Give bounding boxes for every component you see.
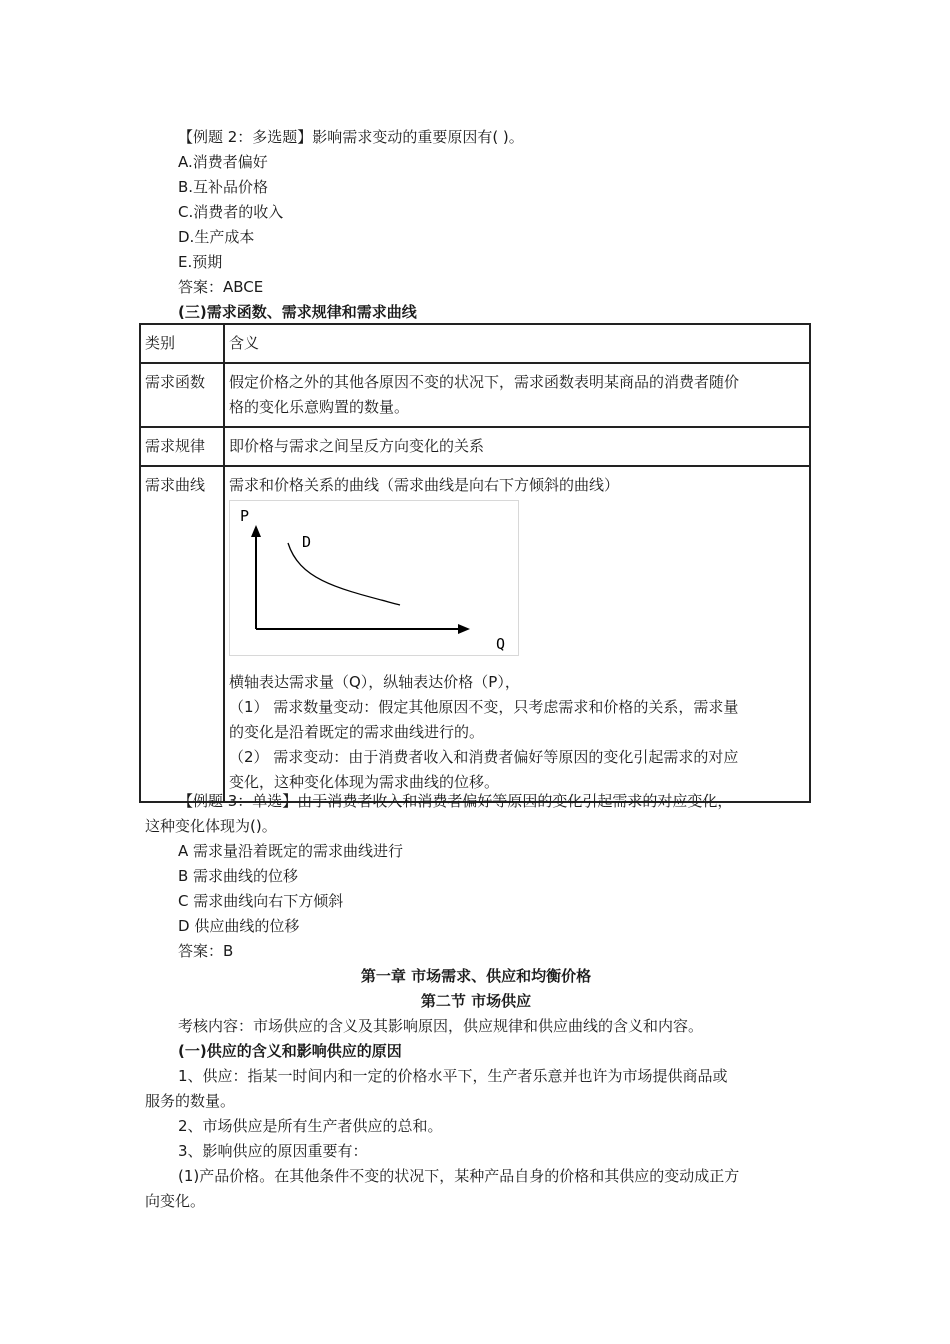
header-meaning: 含义 bbox=[229, 334, 260, 352]
example3-option-c: C 需求曲线向右下方倾斜 bbox=[178, 892, 344, 910]
example3-option-b: B 需求曲线的位移 bbox=[178, 867, 299, 885]
row-category: 需求曲线 bbox=[141, 467, 225, 801]
header-category: 类别 bbox=[141, 325, 225, 362]
demand-curve-note: 的变化是沿着既定的需求曲线进行的。 bbox=[229, 723, 485, 741]
example2-option-c: C.消费者的收入 bbox=[178, 203, 284, 221]
meaning-line: 假定价格之外的其他各原因不变的状况下，需求函数表明某商品的消费者随价 bbox=[229, 373, 740, 391]
table-header-row bbox=[141, 325, 809, 364]
row-category: 需求函数 bbox=[141, 364, 225, 426]
paragraph-1-line1: 1、供应：指某一时间内和一定的价格水平下，生产者乐意并也许为市场提供商品或 bbox=[178, 1067, 728, 1085]
demand-curve-intro: 需求和价格关系的曲线（需求曲线是向右下方倾斜的曲线） bbox=[229, 476, 620, 494]
demand-table bbox=[139, 323, 811, 803]
example2-option-e: E.预期 bbox=[178, 253, 223, 271]
example2-option-d: D.生产成本 bbox=[178, 228, 255, 246]
row-meaning bbox=[225, 364, 809, 426]
demand-curve-figure bbox=[229, 500, 519, 656]
example2-option-a: A.消费者偏好 bbox=[178, 153, 268, 171]
row-meaning: 即价格与需求之间呈反方向变化的关系 bbox=[229, 437, 485, 455]
example3-title-line2: 这种变化体现为()。 bbox=[145, 817, 277, 835]
chapter-title: 第一章 市场需求、供应和均衡价格 bbox=[360, 967, 592, 985]
demand-curve bbox=[288, 543, 400, 605]
demand-curve-note: 变化，这种变化体现为需求曲线的位移。 bbox=[229, 773, 500, 791]
y-axis-label: P bbox=[240, 507, 250, 525]
table-row bbox=[141, 364, 809, 428]
exam-content: 考核内容：市场供应的含义及其影响原因，供应规律和供应曲线的含义和内容。 bbox=[178, 1017, 704, 1035]
meaning-line: 格的变化乐意购置的数量。 bbox=[229, 398, 410, 416]
paragraph-4-line2: 向变化。 bbox=[145, 1192, 206, 1210]
x-axis-label: Q bbox=[496, 635, 506, 653]
paragraph-1-line2: 服务的数量。 bbox=[145, 1092, 236, 1110]
demand-curve-note: （1） 需求数量变动：假定其他原因不变，只考虑需求和价格的关系，需求量 bbox=[229, 698, 739, 716]
demand-curve-note: （2） 需求变动：由于消费者收入和消费者偏好等原因的变化引起需求的对应 bbox=[229, 748, 739, 766]
table-row bbox=[141, 467, 809, 801]
section-title: 第二节 市场供应 bbox=[420, 992, 532, 1010]
example3-answer: 答案：B bbox=[178, 942, 234, 960]
example2-option-b: B.互补品价格 bbox=[178, 178, 269, 196]
demand-curve-graph bbox=[230, 501, 518, 655]
row-category: 需求规律 bbox=[141, 428, 225, 465]
example3-title-line1: 【例题 3：单选】由于消费者收入和消费者偏好等原因的变化引起需求的对应变化， bbox=[178, 792, 733, 810]
example3-option-a: A 需求量沿着既定的需求曲线进行 bbox=[178, 842, 404, 860]
curve-label: D bbox=[302, 533, 312, 551]
section3-heading: (三)需求函数、需求规律和需求曲线 bbox=[178, 303, 417, 321]
example3-option-d: D 供应曲线的位移 bbox=[178, 917, 300, 935]
paragraph-3: 3、影响供应的原因重要有： bbox=[178, 1142, 368, 1160]
paragraph-2: 2、市场供应是所有生产者供应的总和。 bbox=[178, 1117, 443, 1135]
example2-title: 【例题 2：多选题】影响需求变动的重要原因有( )。 bbox=[178, 128, 524, 146]
paragraph-4-line1: (1)产品价格。在其他条件不变的状况下，某种产品自身的价格和其供应的变动成正方 bbox=[178, 1167, 740, 1185]
y-axis-arrow bbox=[251, 525, 261, 537]
example2-answer: 答案：ABCE bbox=[178, 278, 264, 296]
demand-curve-note: 横轴表达需求量（Q），纵轴表达价格（P）， bbox=[229, 673, 520, 691]
row-meaning bbox=[225, 467, 809, 801]
sub1-heading: (一)供应的含义和影响供应的原因 bbox=[178, 1042, 402, 1060]
x-axis-arrow bbox=[458, 624, 470, 634]
table-row bbox=[141, 428, 809, 467]
